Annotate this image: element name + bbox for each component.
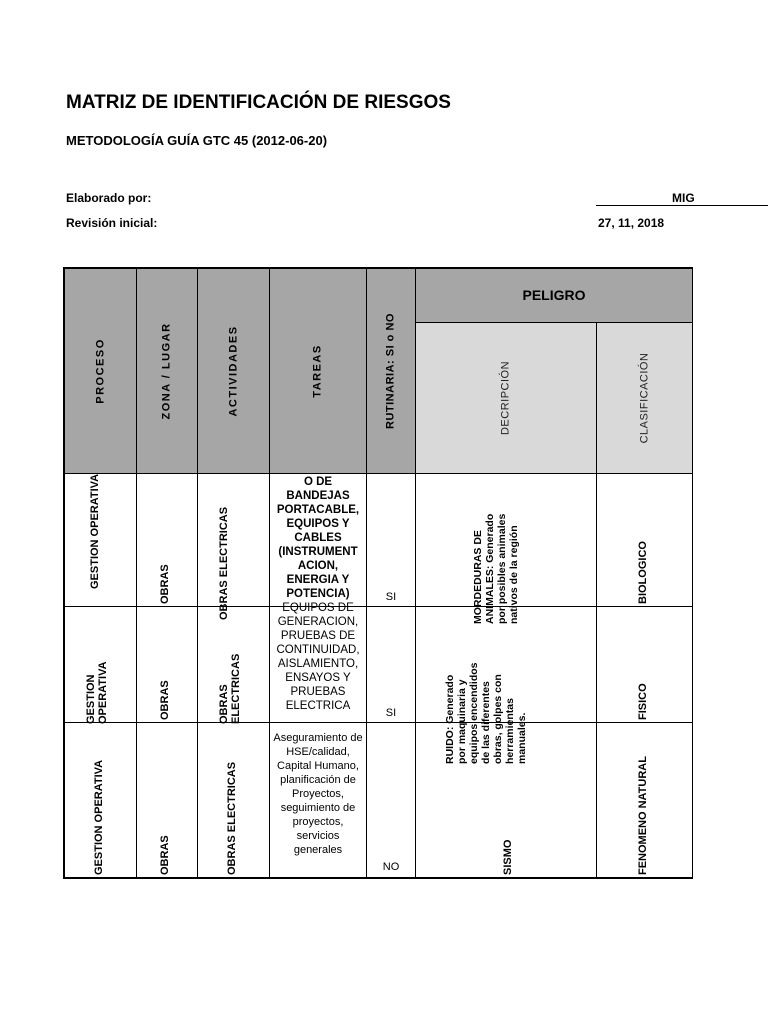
row-1-actividades-label: OBRAS ELECTRICAS <box>218 506 230 620</box>
row-2-proceso-label: GESTION OPERATIVA <box>85 661 110 724</box>
table-row-2-proceso <box>63 606 137 723</box>
row-1-tareas-text: O DE BANDEJAS PORTACABLE, EQUIPOS Y CABLES (INSTRUMENT ACION, ENERGIA Y POTENCIA) <box>276 476 360 600</box>
table-row-2-rutinaria <box>366 606 416 723</box>
table-row-1-clasificacion <box>596 473 693 607</box>
row-1-clasificacion-text: BIOLOGICO <box>637 541 649 604</box>
table-row-2-descripcion <box>415 606 597 764</box>
header-clasificacion-label: CLASIFICACIÓN <box>638 352 651 444</box>
header-proceso <box>63 267 137 474</box>
header-zona <box>136 267 198 474</box>
table-row-2-actividades <box>197 606 270 723</box>
table-row-3-proceso <box>63 722 137 879</box>
elaborado-value: MIG <box>596 191 768 206</box>
row-3-rutinaria-text: NO <box>382 861 400 873</box>
row-3-descripcion-text: SISMO <box>502 839 514 875</box>
row-1-descripcion-text: MORDEDURAS DE ANIMALES: Generado por posibles animales nativos de la región <box>472 513 521 624</box>
header-tareas-label: TAREAS <box>311 344 324 398</box>
row-1-zona-label: OBRAS <box>159 564 171 604</box>
header-peligro-label: PELIGRO <box>522 287 586 303</box>
row-2-tareas-text: EQUIPOS DE GENERACION, PRUEBAS DE CONTINUIDAD, AISLAMIENTO, ENSAYOS Y PRUEBAS ELECTRICA <box>276 602 360 712</box>
table-row-1-descripcion <box>415 473 597 624</box>
row-3-proceso-label: GESTION OPERATIVA <box>93 759 105 875</box>
revision-label: Revisión inicial: <box>66 216 158 230</box>
header-peligro <box>415 267 693 323</box>
table-row-3-clasificacion <box>596 722 693 879</box>
row-2-clasificacion-text: FISICO <box>637 683 649 720</box>
row-2-descripcion-text: RUIDO: Generado por maquinaria y equipos encendidos de las diferentes obras, golpes con herramientas manuales. <box>444 662 529 764</box>
header-descripcion <box>415 322 597 474</box>
header-zona-label: ZONA / LUGAR <box>160 322 173 420</box>
table-row-2-zona <box>136 606 198 723</box>
revision-value: 27, 11, 2018 <box>598 216 665 230</box>
header-actividades-label: ACTIVIDADES <box>227 325 240 417</box>
elaborado-label: Elaborado por: <box>66 191 152 205</box>
row-2-rutinaria-text: SI <box>385 707 397 719</box>
table-row-3-descripcion <box>415 722 597 879</box>
row-1-proceso-label: GESTION OPERATIVA <box>89 474 101 590</box>
header-actividades <box>197 267 270 474</box>
header-clasificacion <box>596 322 693 474</box>
document-title: MATRIZ DE IDENTIFICACIÓN DE RIESGOS <box>66 92 451 113</box>
row-2-zona-label: OBRAS <box>159 680 171 720</box>
header-rutinaria-label: RUTINARIA: SI o NO <box>384 313 397 429</box>
table-row-1-tareas <box>269 473 367 607</box>
row-3-actividades-label: OBRAS ELECTRICAS <box>226 761 238 875</box>
row-3-zona-label: OBRAS <box>159 835 171 875</box>
table-row-1-proceso <box>63 473 137 607</box>
table-row-1-zona <box>136 473 198 607</box>
table-row-3-rutinaria <box>366 722 416 879</box>
table-row-3-zona <box>136 722 198 879</box>
header-rutinaria <box>366 267 416 474</box>
header-descripcion-label: DECRIPCIÓN <box>499 360 512 436</box>
header-tareas <box>269 267 367 474</box>
document-subtitle: METODOLOGÍA GUÍA GTC 45 (2012-06-20) <box>66 133 328 148</box>
table-row-1-actividades <box>197 473 270 620</box>
table-row-2-clasificacion <box>596 606 693 723</box>
row-3-clasificacion-text: FENOMENO NATURAL <box>637 756 649 875</box>
row-2-actividades-label: OBRAS ELECTRICAS <box>218 653 243 724</box>
row-3-tareas-text: Aseguramiento de HSE/calidad, Capital Humano, planificación de Proyectos, seguimiento de proyectos, servicios generales <box>273 732 363 856</box>
table-row-3-tareas <box>269 722 367 879</box>
header-proceso-label: PROCESO <box>94 338 107 404</box>
table-row-2-tareas <box>269 602 367 723</box>
table-row-3-actividades <box>197 722 270 879</box>
table-row-1-rutinaria <box>366 473 416 607</box>
row-1-rutinaria-text: SI <box>385 591 397 603</box>
